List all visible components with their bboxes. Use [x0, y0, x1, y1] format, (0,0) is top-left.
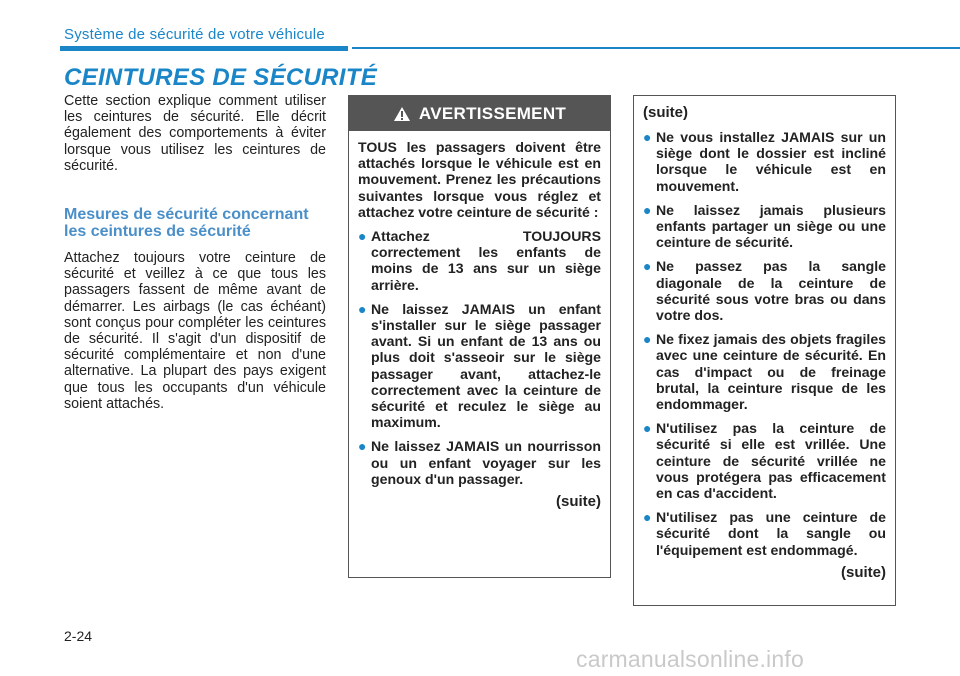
list-item	[643, 331, 886, 412]
list-item	[358, 438, 601, 487]
continuation-list	[643, 129, 886, 558]
header-rule-thick	[60, 46, 348, 51]
page-number: 2-24	[64, 628, 93, 644]
bullet-icon: ●	[643, 331, 652, 348]
warning-triangle-icon	[393, 106, 411, 122]
bullet-icon: ●	[358, 438, 367, 455]
bullet-icon: ●	[358, 228, 367, 245]
section-title: CEINTURES DE SÉCURITÉ	[64, 64, 378, 91]
list-item-text: N'utilisez pas la ceinture de sécurité si elle est vrillée. Une ceinture de sécurité vrillée ne vous protégera pas efficacement en cas d'accident.	[656, 420, 886, 502]
intro-paragraph: Cette section explique comment utiliser les ceintures de sécurité. Elle décrit également des comportements à éviter lorsque vous utilisez les ceintures de sécurité.	[64, 93, 326, 174]
bullet-icon: ●	[643, 129, 652, 145]
watermark: carmanualsonline.info	[576, 646, 804, 672]
list-item-text: N'utilisez pas une ceinture de sécurité dont la sangle ou l'équipement est endommagé.	[656, 509, 886, 558]
list-item-text: Ne passez pas la sangle diagonale de la ceinture de sécurité sous votre bras ou dans votre dos.	[656, 258, 886, 324]
list-item	[358, 301, 601, 431]
list-item-text: Ne fixez jamais des objets fragiles avec une ceinture de sécurité. En cas d'impact ou de freinage brutal, la ceinture risque de les endommager.	[656, 331, 886, 413]
bullet-icon: ●	[643, 509, 652, 526]
bullet-icon: ●	[643, 258, 652, 275]
continued-label: (suite)	[841, 563, 886, 581]
list-item	[643, 509, 886, 558]
list-item	[643, 129, 886, 194]
continuation-heading: (suite)	[643, 104, 688, 121]
list-item	[643, 420, 886, 501]
list-item-text: Attachez TOUJOURS correctement les enfants de moins de 13 ans sur un siège arrière.	[371, 228, 601, 293]
warning-box	[348, 95, 611, 578]
warning-header	[349, 96, 610, 131]
subsection-title: Mesures de sécurité concernant les ceintures de sécurité	[64, 206, 309, 241]
continuation-body	[634, 96, 895, 581]
chapter-title: Système de sécurité de votre véhicule	[64, 26, 325, 43]
list-item-text: Ne laissez JAMAIS un enfant s'installer sur le siège passager avant. Si un enfant de 13 ans ou plus doit s'asseoir sur le siège passager avant, attachez-le correctement avec la ceinture de sécurité et reculez le siège au maximum.	[371, 300, 601, 431]
list-item	[643, 258, 886, 323]
header-rule-thin	[352, 47, 960, 49]
bullet-icon: ●	[643, 420, 652, 437]
left-column	[64, 93, 326, 412]
subsection-paragraph: Attachez toujours votre ceinture de sécurité et veillez à ce que tous les passagers fassent de même avant de démarrer. Les airbags (le cas échéant) sont conçus pour compléter les ceintures de sécurité. Il s'agit d'un dispositif de sécurité complémentaire et non d'une alternative. La plupart des pays exigent que tous les occupants d'un véhicule soient attachés.	[64, 250, 326, 412]
warning-list	[358, 228, 601, 487]
list-item-text: Ne vous installez JAMAIS sur un siège dont le dossier est incliné lorsque le véhicule est en mouvement.	[656, 129, 886, 194]
list-item	[358, 228, 601, 293]
warning-lead: TOUS les passagers doivent être attachés lorsque le véhicule est en mouvement. Prenez les précautions suivantes lorsque vous réglez et attachez votre ceinture de sécurité :	[358, 139, 601, 220]
list-item-text: Ne laissez JAMAIS un nourrisson ou un enfant voyager sur les genoux d'un passager.	[371, 438, 601, 487]
continued-label: (suite)	[556, 493, 601, 511]
list-item	[643, 202, 886, 251]
warning-body	[349, 131, 610, 510]
bullet-icon: ●	[643, 201, 652, 218]
continuation-box	[633, 95, 896, 606]
warning-title: AVERTISSEMENT	[418, 103, 567, 123]
bullet-icon: ●	[358, 300, 367, 317]
list-item-text: Ne laissez jamais plusieurs enfants partager un siège ou une ceinture de sécurité.	[656, 201, 886, 251]
